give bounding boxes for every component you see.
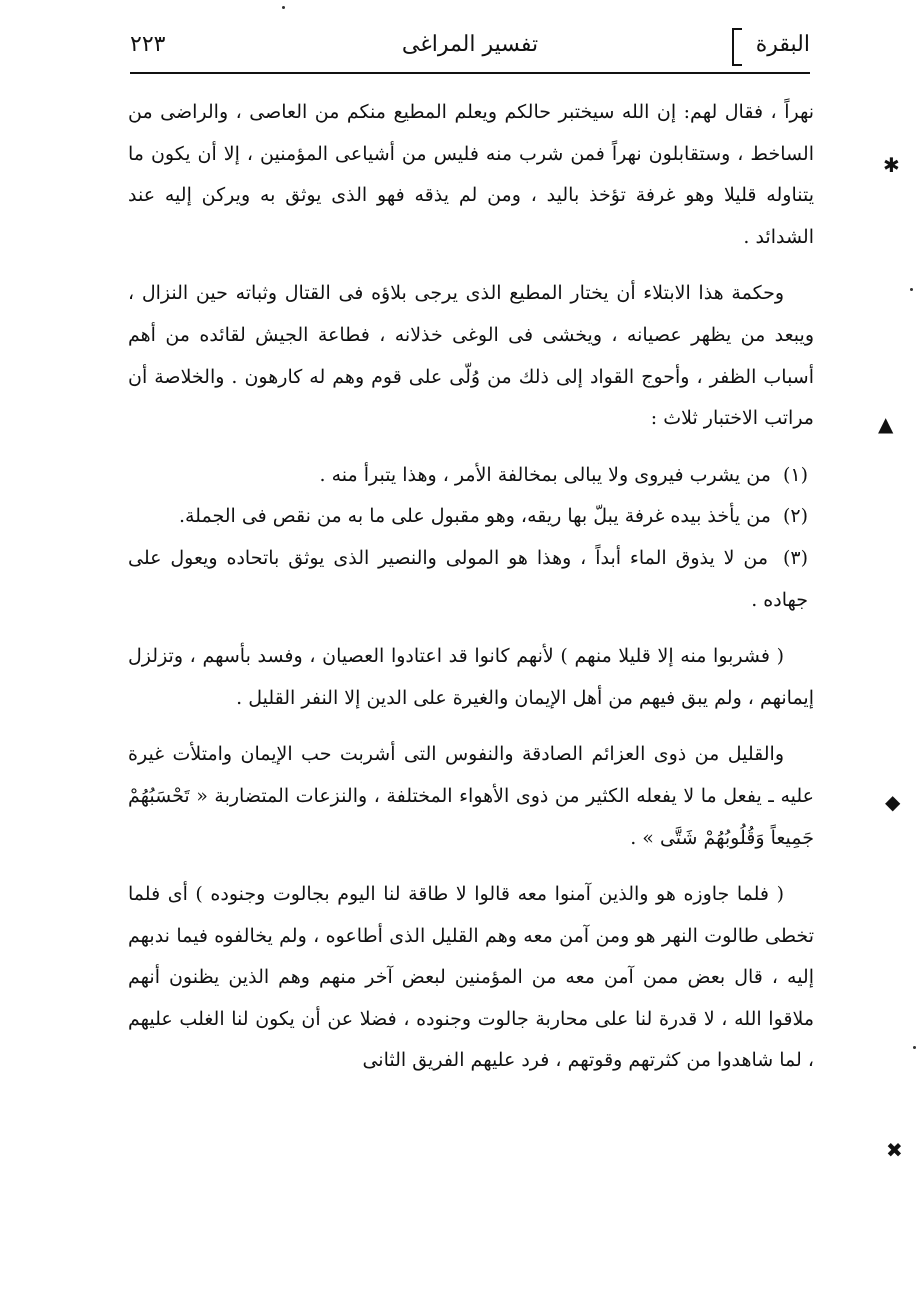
list-number: (٣) — [782, 546, 809, 569]
book-title: تفسير المراغى — [401, 32, 539, 57]
margin-speck: ✱ — [883, 153, 900, 177]
body-text — [128, 92, 814, 1082]
scan-dot — [910, 288, 913, 291]
paragraph: والقليل من ذوى العزائم الصادقة والنفوس التى أشربت حب الإيمان وامتلأت غيرة عليه ـ يفعل ما لا يفعله الكثير من ذوى الأهواء المختلفة ، والنزعات المتضاربة « تَحْسَبُهُمْ جَمِيعاً وَقُلُوبُهُمْ شَتَّى » . — [128, 743, 814, 849]
paragraph: ( فشربوا منه إلا قليلا منهم ) لأنهم كانوا قد اعتادوا العصيان ، وفسد بأسهم ، وتزلزل إيمانهم ، ولم يبق فيهم من أهل الإيمان والغيرة على الدين إلا النفر القليل . — [128, 645, 814, 709]
margin-speck: ▲ — [878, 412, 894, 436]
paragraph: وحكمة هذا الابتلاء أن يختار المطيع الذى يرجى بلاؤه فى القتال وثباته حين النزال ، ويبعد من يظهر عصيانه ، ويخشى فى الوغى خذلانه ، فطاعة الجيش لقائده من أهم أسباب الظفر ، وأحوج القواد إلى ذلك من وُلّى على قوم وهم له كارهون . والخلاصة أن مراتب الاختبار ثلاث : — [128, 282, 814, 430]
scan-dot — [913, 1046, 916, 1049]
list-text: من يشرب فيروى ولا يبالى بمخالفة الأمر ، وهذا يتبرأ منه . — [319, 463, 771, 486]
paragraph: ( فلما جاوزه هو والذين آمنوا معه قالوا لا طاقة لنا اليوم بجالوت وجنوده ) أى فلما تخطى طالوت النهر هو ومن آمن معه وهم القليل الذى أطاعوه ، ولم يخالفوه فيما ندبهم إليه ، قال بعض ممن آمن معه من المؤمنين لبعض آخر منهم وهم الذين يظنون أنهم ملاقوا الله ، لا قدرة لنا على محاربة جالوت وجنوده ، فضلا عن أن يكون لنا الغلب عليهم ، لما شاهدوا من كثرتهم وقوتهم ، فرد عليهم الفريق الثانى — [128, 883, 814, 1072]
scan-dot — [282, 6, 285, 9]
running-header — [130, 28, 810, 68]
list-text: من يأخذ بيده غرفة يبلّ بها ريقه، وهو مقبول على ما به من نقص فى الجملة. — [178, 505, 771, 528]
list-item — [128, 496, 814, 538]
page-number: ٢٢٣ — [130, 32, 166, 57]
margin-speck: ◆ — [885, 790, 901, 814]
list-item — [128, 455, 814, 497]
header-rule — [130, 72, 810, 74]
surah-name: البقرة — [755, 32, 810, 57]
list-text: من لا يذوق الماء أبداً ، وهذا هو المولى والنصير الذى يوثق باتحاده ويعول على جهاده . — [128, 546, 808, 611]
list-item — [128, 538, 814, 621]
paragraph: نهراً ، فقال لهم: إن الله سيختبر حالكم ويعلم المطيع منكم من العاصى ، والراضى من الساخط ، وستقابلون نهراً فمن شرب منه فليس من أشياعى المؤمنين ، إلا أن يكون ما يتناوله قليلا وهو غرفة تؤخذ باليد ، ومن لم يذقه فهو الذى يوثق به ويركن إليه عند الشدائد . — [128, 101, 814, 248]
margin-speck: ✖ — [886, 1138, 903, 1162]
list-number: (١) — [782, 463, 808, 486]
list-number: (٢) — [782, 505, 808, 528]
